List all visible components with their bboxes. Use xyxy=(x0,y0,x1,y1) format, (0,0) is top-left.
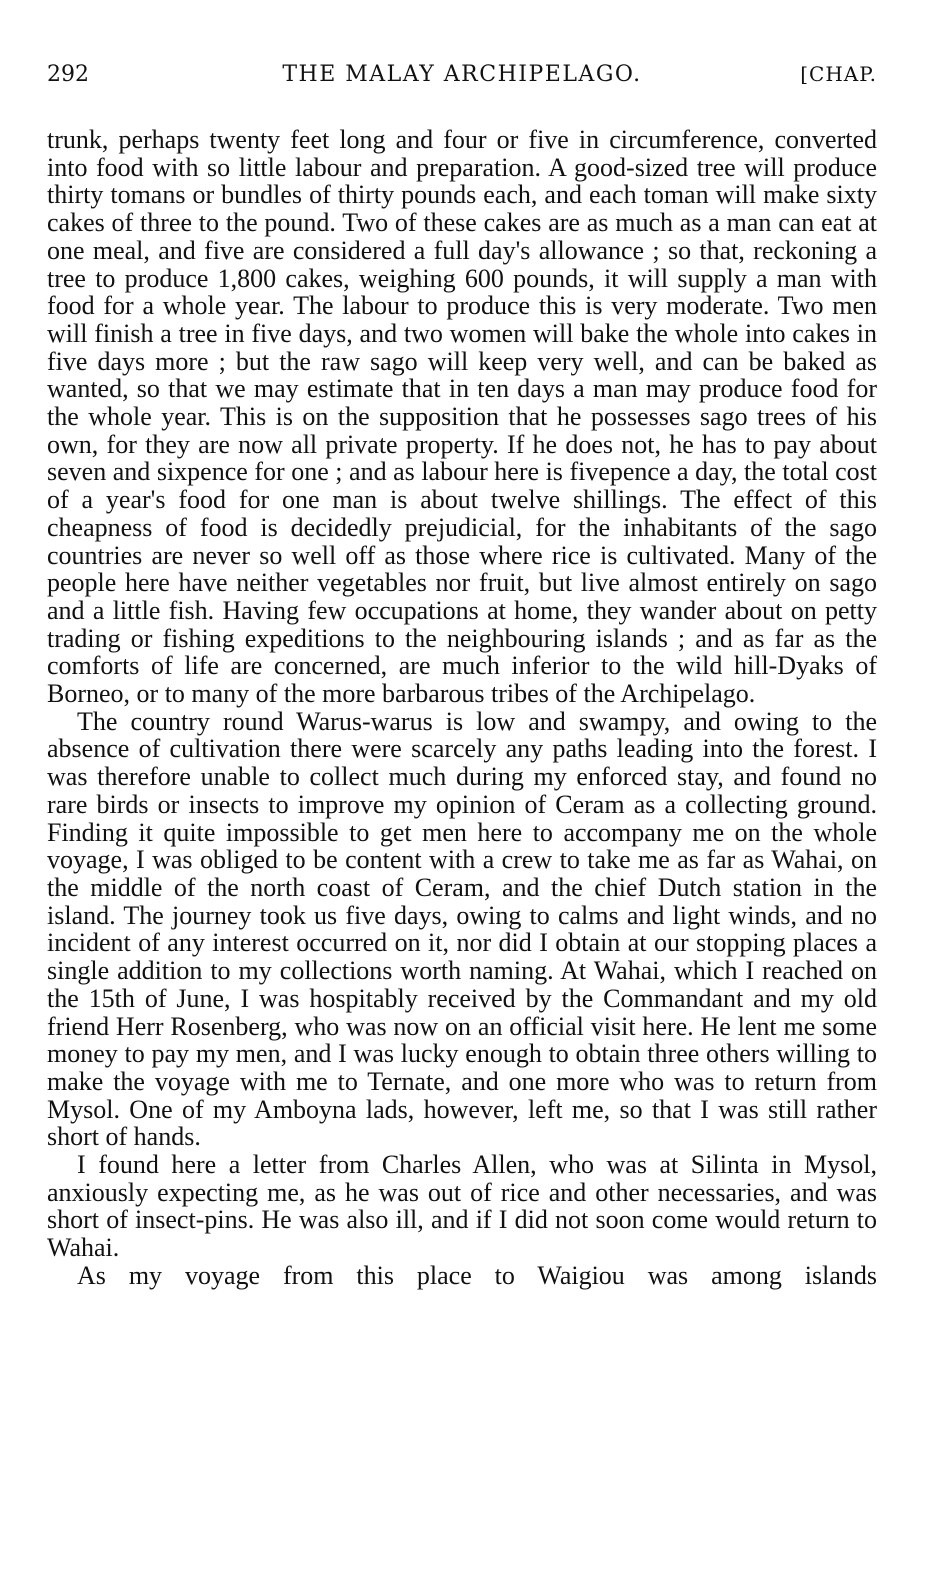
paragraph: The country round Warus-warus is low and swampy, and owing to the absence of cultivation there were scarcely any paths leading into the forest. I was therefore unable to collect much during my enforced stay, and found no rare birds or insects to improve my opinion of Ceram as a collecting ground. Finding it quite impossible to get men here to accompany me on the whole voyage, I was obliged to be content with a crew to take me as far as Wahai, on the middle of the north coast of Ceram, and the chief Dutch station in the island. The journey took us five days, owing to calms and light winds, and no incident of any interest occurred on it, nor did I obtain at our stopping places a single addition to my collections worth naming. At Wahai, which I reached on the 15th of June, I was hospitably received by the Commandant and my old friend Herr Rosenberg, who was now on an official visit here. He lent me some money to pay my men, and I was lucky enough to obtain three others willing to make the voyage with me to Ternate, and one more who was to return from Mysol. One of my Amboyna lads, however, left me, so that I was still rather short of hands. xyxy=(47,706,877,1152)
page-number: 292 xyxy=(47,62,89,87)
paragraph: I found here a letter from Charles Allen, who was at Silinta in Mysol, anxiously expecting me, as he was out of rice and other necessaries, and was short of insect-pins. He was also ill, and if I did not soon come would return to Wahai. xyxy=(47,1150,877,1263)
chapter-mark: [CHAP. xyxy=(800,62,877,86)
running-head xyxy=(47,62,877,92)
paragraph: As my voyage from this place to Waigiou was among islands xyxy=(77,1260,877,1290)
body-text xyxy=(47,126,877,1290)
running-title: THE MALAY ARCHIPELAGO. xyxy=(282,62,642,87)
paragraph: trunk, perhaps twenty feet long and four or five in circumference, converted into food with so little labour and preparation. A good-sized tree will produce thirty tomans or bundles of thirty pounds each, and each toman will make sixty cakes of three to the pound. Two of these cakes are as much as a man can eat at one meal, and five are considered a full day's allowance ; so that, reckoning a tree to produce 1,800 cakes, weighing 600 pounds, it will supply a man with food for a whole year. The labour to produce this is very moderate. Two men will finish a tree in five days, and two women will bake the whole into cakes in five days more ; but the raw sago will keep very well, and can be baked as wanted, so that we may estimate that in ten days a man may produce food for the whole year. This is on the supposition that he possesses sago trees of his own, for they are now all private property. If he does not, he has to pay about seven and sixpence for one ; and as labour here is fivepence a day, the total cost of a year's food for one man is about twelve shillings. The effect of this cheapness of food is decidedly prejudicial, for the inhabitants of the sago countries are never so well off as those where rice is cultivated. Many of the people here have neither vegetables nor fruit, but live almost entirely on sago and a little fish. Having few occupations at home, they wander about on petty trading or fishing expeditions to the neighbouring islands ; and as far as the comforts of life are concerned, are much inferior to the wild hill-Dyaks of Borneo, or to many of the more barbarous tribes of the Archipelago. xyxy=(47,125,877,709)
